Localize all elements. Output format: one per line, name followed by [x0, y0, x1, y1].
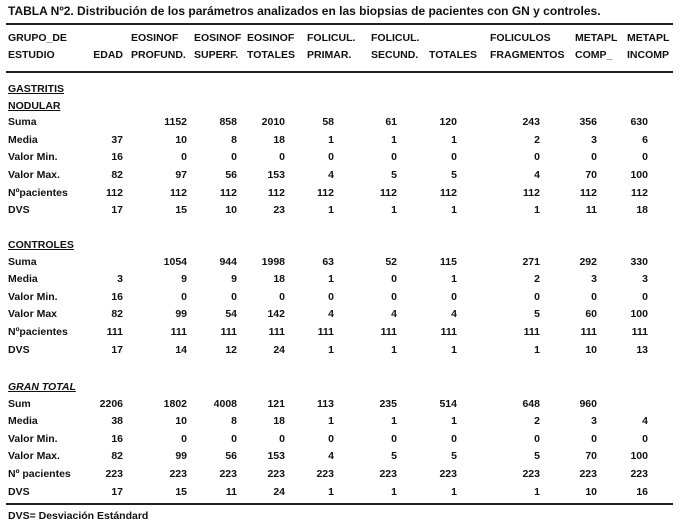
table-cell: 5: [391, 450, 397, 463]
table-cell: 0: [391, 290, 397, 303]
table-cell: 5: [451, 169, 457, 181]
table-cell: 111: [523, 326, 540, 338]
table-cell: 630: [630, 116, 648, 129]
table-cell: 56: [225, 169, 237, 181]
table-cell: 24: [273, 343, 285, 356]
table-cell: 60: [585, 308, 597, 321]
table-cell: 63: [322, 255, 334, 268]
footnote: DVS= Desviación Estándard: [8, 510, 149, 522]
table-cell: 1: [328, 273, 334, 286]
table-cell: 0: [591, 432, 597, 445]
table-cell: 18: [273, 133, 285, 146]
table-cell: 1: [328, 204, 334, 217]
table-cell: 3: [591, 415, 597, 428]
row-label: Valor Min.: [8, 151, 58, 164]
section-title: CONTROLES: [8, 239, 74, 251]
table-cell: 100: [630, 450, 648, 463]
table-cell: 514: [439, 397, 457, 410]
table-cell: 223: [379, 468, 397, 480]
row-label: Media: [8, 273, 38, 286]
table-cell: 18: [636, 204, 648, 217]
table-cell: 9: [181, 273, 187, 286]
table-cell: 4: [328, 450, 334, 463]
table-cell: 4: [391, 308, 397, 321]
row-label: DVS: [8, 485, 30, 498]
table-cell: 3: [642, 273, 648, 286]
table-cell: 0: [181, 290, 187, 303]
table-cell: 1: [534, 343, 540, 356]
table-cell: 16: [111, 151, 123, 164]
table-cell: 0: [181, 151, 187, 164]
table-cell: 235: [379, 397, 397, 410]
table-cell: 1: [391, 133, 397, 146]
table-cell: 11: [585, 204, 597, 217]
table-cell: 4: [328, 169, 334, 181]
table-cell: 11: [225, 485, 237, 498]
table-cell: 0: [231, 151, 237, 164]
table-cell: 16: [636, 485, 648, 498]
table-cell: 112: [440, 186, 457, 199]
table-cell: 17: [111, 485, 123, 498]
table-cell: 121: [267, 397, 285, 410]
table-cell: 10: [175, 415, 187, 428]
table-cell: 58: [322, 116, 334, 129]
table-cell: 3: [591, 273, 597, 286]
table-cell: 8: [231, 133, 237, 146]
row-label: Nº pacientes: [8, 468, 71, 480]
table-cell: 223: [522, 468, 540, 480]
row-label: Valor Max.: [8, 450, 60, 463]
table-cell: 5: [391, 169, 397, 181]
table-cell: 0: [451, 290, 457, 303]
table-cell: 112: [580, 186, 597, 199]
table-cell: 1: [451, 204, 457, 217]
column-header: EOSINOF: [194, 32, 242, 44]
table-cell: 18: [273, 415, 285, 428]
table-cell: 3: [591, 133, 597, 146]
table-cell: 0: [328, 432, 334, 445]
table-cell: 0: [451, 151, 457, 164]
table-cell: 1: [534, 204, 540, 217]
row-label: Sum: [8, 397, 31, 410]
bottom-rule: [6, 503, 673, 505]
table-cell: 82: [111, 308, 123, 321]
column-header: INCOMP: [627, 49, 669, 61]
table-cell: 10: [585, 485, 597, 498]
table-cell: 100: [630, 169, 648, 181]
table-cell: 38: [111, 415, 123, 428]
table-cell: 6: [642, 133, 648, 146]
table-cell: 1: [391, 485, 397, 498]
column-header: FOLICUL.: [307, 32, 356, 44]
table-cell: 0: [391, 273, 397, 286]
table-cell: 0: [279, 432, 285, 445]
row-label: Valor Max.: [8, 169, 60, 181]
table-cell: 111: [220, 326, 237, 338]
column-header: PRIMAR.: [307, 49, 352, 61]
column-header: EDAD: [93, 49, 123, 61]
table-cell: 115: [440, 255, 457, 268]
table-cell: 0: [391, 151, 397, 164]
table-cell: 648: [522, 397, 540, 410]
table-cell: 8: [231, 415, 237, 428]
table-cell: 56: [225, 450, 237, 463]
table-cell: 0: [534, 151, 540, 164]
table-cell: 223: [439, 468, 457, 480]
table-cell: 120: [439, 116, 457, 129]
table-cell: 1: [391, 204, 397, 217]
table-cell: 2: [534, 273, 540, 286]
table-cell: 12: [225, 343, 237, 356]
table-cell: 4: [642, 415, 648, 428]
row-label: Valor Min.: [8, 432, 58, 445]
table-cell: 9: [231, 273, 237, 286]
section-title: NODULAR: [8, 99, 61, 112]
row-label: DVS: [8, 343, 30, 356]
table-cell: 111: [268, 326, 285, 338]
table-cell: 111: [170, 326, 187, 338]
column-header: SECUND.: [371, 49, 419, 61]
table-cell: 112: [317, 186, 334, 199]
table-cell: 1: [451, 343, 457, 356]
table-cell: 70: [585, 450, 597, 463]
table-cell: 111: [106, 326, 123, 338]
table-cell: 223: [105, 468, 123, 480]
table-title: TABLA Nº2. Distribución de los parámetros analizados en las biopsias de pacientes con GN y controles.: [8, 4, 601, 18]
table-cell: 223: [169, 468, 187, 480]
table-cell: 112: [170, 186, 187, 199]
table-cell: 223: [630, 468, 648, 480]
table-cell: 0: [328, 151, 334, 164]
table-cell: 0: [181, 432, 187, 445]
table-cell: 0: [451, 432, 457, 445]
column-header: PROFUND.: [131, 49, 186, 61]
table-cell: 17: [111, 343, 123, 356]
table-cell: 153: [267, 169, 285, 181]
table-cell: 0: [328, 290, 334, 303]
top-rule: [6, 23, 673, 25]
table-cell: 2010: [261, 116, 285, 129]
table-cell: 0: [591, 290, 597, 303]
table-cell: 0: [231, 432, 237, 445]
table-cell: 330: [630, 255, 648, 268]
table-cell: 10: [585, 343, 597, 356]
column-header: TOTALES: [247, 49, 296, 61]
table-cell: 243: [522, 116, 540, 129]
table-cell: 1: [451, 133, 457, 146]
table-cell: 0: [642, 151, 648, 164]
table-cell: 113: [317, 397, 334, 410]
column-header: TOTALES: [428, 49, 477, 61]
table-cell: 1: [328, 415, 334, 428]
column-header: COMP_: [575, 49, 613, 61]
table-cell: 24: [273, 485, 285, 498]
table-cell: 292: [579, 255, 597, 268]
column-header: EOSINOF: [131, 32, 179, 44]
table-cell: 2: [534, 133, 540, 146]
table-cell: 61: [385, 116, 397, 129]
row-label: Suma: [8, 116, 37, 129]
table-cell: 23: [273, 204, 285, 217]
row-label: Valor Min.: [8, 290, 58, 303]
table-cell: 82: [111, 169, 123, 181]
table-cell: 1152: [164, 116, 187, 129]
table-cell: 0: [591, 151, 597, 164]
table-cell: 1: [391, 415, 397, 428]
table-cell: 0: [642, 290, 648, 303]
table-cell: 1: [451, 273, 457, 286]
table-cell: 15: [175, 485, 187, 498]
column-header: METAPL: [627, 32, 670, 44]
column-header: GRUPO_DE: [8, 32, 67, 44]
table-cell: 100: [630, 308, 648, 321]
table-cell: 111: [631, 326, 648, 338]
table-cell: 1: [328, 133, 334, 146]
row-label: Valor Max: [8, 308, 58, 321]
table-cell: 52: [385, 255, 397, 268]
column-header: FOLICULOS: [490, 32, 551, 44]
table-cell: 17: [111, 204, 123, 217]
table-cell: 960: [579, 397, 597, 410]
table-cell: 142: [267, 308, 285, 321]
table-cell: 944: [219, 255, 237, 268]
column-header: SUPERF.: [194, 49, 239, 61]
table-cell: 5: [534, 308, 540, 321]
table-cell: 16: [111, 432, 123, 445]
table-cell: 3: [117, 273, 123, 286]
table-cell: 1: [391, 343, 397, 356]
table-cell: 0: [279, 290, 285, 303]
table-cell: 13: [636, 343, 648, 356]
table-cell: 858: [219, 116, 237, 129]
column-header: METAPL: [575, 32, 618, 44]
column-header: FRAGMENTOS: [490, 49, 565, 61]
header-rule: [6, 71, 673, 73]
table-cell: 16: [111, 290, 123, 303]
table-cell: 99: [175, 450, 187, 463]
table-cell: 18: [273, 273, 285, 286]
table-cell: 10: [175, 133, 187, 146]
column-header: ESTUDIO: [8, 49, 55, 61]
table-cell: 97: [175, 169, 187, 181]
section-title: GASTRITIS: [8, 83, 65, 95]
table-cell: 111: [440, 326, 457, 338]
row-label: Suma: [8, 255, 37, 268]
table-cell: 0: [534, 432, 540, 445]
table-cell: 0: [231, 290, 237, 303]
table-cell: 1: [328, 343, 334, 356]
table-cell: 112: [268, 186, 285, 199]
table-cell: 4: [451, 308, 457, 321]
table-cell: 0: [391, 432, 397, 445]
table-cell: 4: [328, 308, 334, 321]
table-cell: 112: [106, 186, 123, 199]
table-cell: 37: [111, 133, 123, 146]
column-header: EOSINOF: [247, 32, 295, 44]
table-cell: 10: [225, 204, 237, 217]
table-cell: 1: [451, 415, 457, 428]
table-cell: 2206: [99, 397, 123, 410]
table-cell: 111: [380, 326, 397, 338]
section-title: GRAN TOTAL: [8, 381, 76, 393]
table-cell: 112: [220, 186, 237, 199]
table-cell: 112: [380, 186, 397, 199]
table-cell: 223: [267, 468, 285, 480]
table-cell: 111: [317, 326, 334, 338]
table-cell: 4008: [213, 397, 237, 410]
row-label: DVS: [8, 204, 30, 217]
table-cell: 1: [534, 485, 540, 498]
table-cell: 223: [579, 468, 597, 480]
table-cell: 112: [631, 186, 648, 199]
table-cell: 356: [579, 116, 597, 129]
table-cell: 1054: [163, 255, 187, 268]
table-cell: 271: [522, 255, 540, 268]
table-cell: 14: [175, 343, 187, 356]
table-cell: 0: [642, 432, 648, 445]
table-cell: 5: [534, 450, 540, 463]
table-cell: 70: [585, 169, 597, 181]
table-cell: 153: [267, 450, 285, 463]
table-cell: 5: [451, 450, 457, 463]
table-cell: 1: [451, 485, 457, 498]
row-label: Media: [8, 415, 38, 428]
table-cell: 223: [219, 468, 237, 480]
table-cell: 1998: [261, 255, 285, 268]
table-cell: 0: [279, 151, 285, 164]
table-cell: 54: [225, 308, 237, 321]
row-label: Nºpacientes: [8, 326, 68, 338]
table-cell: 112: [523, 186, 540, 199]
row-label: Media: [8, 133, 38, 146]
table-cell: 82: [111, 450, 123, 463]
column-header: FOLICUL.: [371, 32, 420, 44]
table-cell: 223: [316, 468, 334, 480]
row-label: Nºpacientes: [8, 186, 68, 199]
table-cell: 1802: [163, 397, 187, 410]
table-cell: 15: [175, 204, 187, 217]
table-cell: 0: [534, 290, 540, 303]
table-cell: 99: [175, 308, 187, 321]
table-cell: 2: [534, 415, 540, 428]
table-cell: 1: [328, 485, 334, 498]
table-cell: 111: [580, 326, 597, 338]
table-cell: 4: [534, 169, 540, 181]
